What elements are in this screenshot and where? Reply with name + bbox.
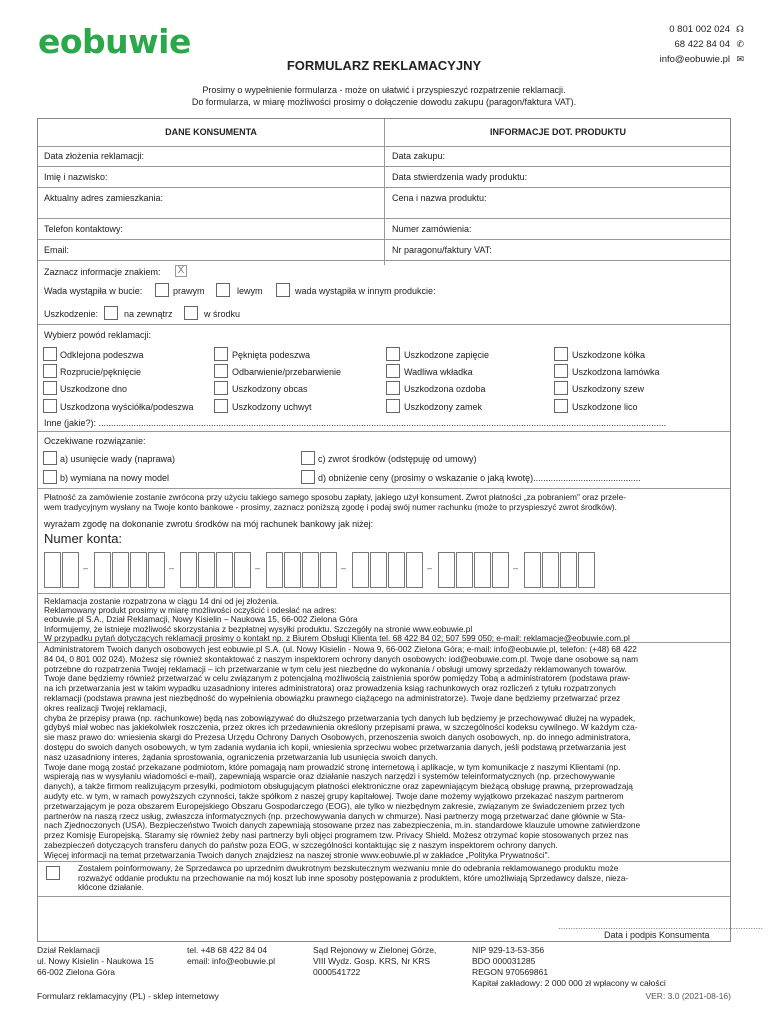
gdpr-notice: Administratorem Twoich danych osobowych jest eobuwie.pl S.A. (ul. Nowy Kisielin - Nowa 9, 66-002 Zielona Góra; e-mail: info@eobuwie.pl, telefon: (+48) 68 422 84 04, 0 801 002 024). Możesz się również skontaktować z naszym inspektorem ochrony danych osobowych: iod@eobuwie.com.pl. Twoje dane osobowe są nam potrzebne do rozpatrzenia Twojej reklamacji – ich przetwarzanie w tym celu jest niezbędne do wykonania / obsługi umowy sprzedaży reklamowanych towarów. Twoje dane będziemy również przetwarzać w celu związanym z potencjalną możliwością zaistnienia sporów pomiędzy Tobą a administratorem (podstawa praw- na ich przetwarzania jest w takim wypadku uzasadniony interes administratora) oraz prowadzenia ksiąg rachunkowych oraz rozliczeń z tytułu rozpatrzonych reklamacji (podstawa prawna jest niezbędność do wypełnienia obowiązku prawnego ciążącego na administratorze). Twoje dane będziemy przetwarzać przez okres realizacji Twojej reklamacji, chyba że przepisy prawa (np. rachunkowe) będą nas zobowiązywać do dłuższego przetwarzania tych danych lub będziemy je przechowywać dłużej na wypadek, gdybyś miał wobec nas jakiekolwiek roszczenia, przez okres ich przedawnienia określony przepisami prawa, w szczególności kodeksu cywilnego. W każdym cza- sie masz prawo do: wniesienia skargi do Prezesa Urzędu Ochrony Danych Osobowych, przenoszenia swoich danych osobowych, np. do innego administratora, dostępu do swoich danych osobowych, w tym zadania wydania ich kopii, wniesienia sprzeciwu wobec przetwarzania danych, jeśli podstawą przetwarzania jest nasz uzasadniony interes, żądania sprostowania, ograniczenia przetwarzania lub usunięcia swoich danych. Twoje dane mogą zostać przekazane podmiotom, które pomagają nam prowadzić stronę internetową i aplikacje, w tym komunikacje z naszymi Klientami (np. wspierają nas w wysyłaniu wiadomości e-mail), zapewniają wsparcie oraz działanie naszych narzędzi i systemów teleinformatycznych (np. przechowywanie danych), a także firmom realizującym przesyłki, podmiotom obsługującym płatności elektroniczne oraz zapewniającym bieżącą obsługę prawną, przeprowadzają audyty etc. w tym, w ramach powyższych czynności, także spółkom z naszej grupy kapitałowej. Twoje dane możemy wyjątkowo przekazać naszym partnerom przetwarzającym je poza obszarem Europejskiego Obszaru Gospodarczego (EOG), ale tylko w niezbędnym zakresie, związanym ze świadczeniem przez tych partnerów na naszą rzecz usług, zwłaszcza informatycznych (np. przechowywania danych w chmurze). Nasi partnerzy mogą przetwarzać dane głównie w Sta- nach Zjednoczonych (USA). Bezpieczeństwo Twoich danych zapewniają stosowane przez nas zabezpieczenia, m.in. standardowe klauzule umowne zatwierdzone przez Komisję Europejską. Staramy się również żeby nasi partnerzy byli objęci programem tzw. Privacy Shield. Możesz otrzymać kopie stosowanych przez nas zabezpieczeń dotyczących transferu danych do państw poza EOG, w szczególności kontaktując się z naszym inspektorem ochrony danych. Więcej informacji na temat przetwarzania Twoich danych znajdziesz na naszej stronie www.eobuwie.pl w zakładce „Polityka Prywatności". [44,644,641,860]
eobuwie-logo: eobuwie [38,22,191,61]
account-separator: – [341,563,347,573]
consumer-heading: DANE KONSUMENTA [165,127,257,137]
phone-2: 68 422 84 04 [674,39,730,50]
headset-icon: ☊ [736,24,744,34]
checkbox-reason-10[interactable] [386,364,400,378]
footer-court: Sąd Rejonowy w Zielonej Górze, VIII Wydz. Gosp. KRS, Nr KRS 0000541722 [313,945,437,977]
account-separator: – [255,563,261,573]
checkbox-reason-1[interactable] [43,347,57,361]
checkbox-inside[interactable] [184,306,198,320]
account-digit-box[interactable] [456,552,473,588]
footer-company: NIP 929-13-53-356 BDO 000031285 REGON 970569861 Kapitał zakładowy: 2 000 000 zł wpłacony w całości [472,945,666,988]
footer-contact: tel. +48 68 422 84 04 email: info@eobuwie.pl [187,945,276,966]
account-digit-box[interactable] [320,552,337,588]
footer-dept: Dział Reklamacji ul. Nowy Kisielin - Naukowa 15 66-002 Zielona Góra [37,945,154,977]
checkbox-other-product[interactable] [276,283,290,297]
account-digit-box[interactable] [302,552,319,588]
complaint-info: Reklamacja zostanie rozpatrzona w ciągu 14 dni od jej złożenia. Reklamowany produkt prosimy w miarę możliwości oczyścić i odesłać na adres: eobuwie.pl S.A., Dział Reklamacji, Nowy Kisielin – Naukowa 15, 66-002 Zielona Góra Informujemy, że istnieje możliwość skorzystania z bezpłatnej wysyłki produktu. Szczegóły na stronie www.eobuwie.pl W przypadku pytań dotyczących reklamacji prosimy o kontakt np. z Biurem Obsługi Klienta tel. 68 422 84 02; 507 599 050; e-mail: reklamacje@eobuwie.com.pl [44,596,630,643]
checkbox-left-shoe[interactable] [216,283,230,297]
account-separator: – [513,563,519,573]
checkbox-statement[interactable] [46,866,60,880]
footer-doc-name: Formularz reklamacyjny (PL) - sklep internetowy [37,991,219,1001]
field-address[interactable]: Aktualny adres zamieszkania: [44,193,164,203]
footer-version: VER: 3.0 (2021-08-16) [645,991,731,1001]
checkbox-reason-3[interactable] [43,381,57,395]
field-email[interactable]: Email: [44,245,70,255]
account-digit-box[interactable] [438,552,455,588]
intro-text: Prosimy o wypełnienie formularza - może on ułatwić i przyspieszyć rozpatrzenie reklamacji. Do formularza, w miarę możliwości prosimy o dołączenie dowodu zakupu (paragon/faktura VAT). [191,85,577,107]
field-complaint-date[interactable]: Data złożenia reklamacji: [44,151,145,161]
refund-text: Płatność za zamówienie zostanie zwrócona przy użyciu takiego samego sposobu zapłaty, jakiego użył konsument. Zwrot płatności „za pobraniem" oraz przele- wem tradycyjnym wysłany na Twoje konto bankowe - prosimy, zaznacz poniższą zgodę i podaj swój numer rachunku (może to przyspieszyć zwrot środków). [44,492,627,513]
account-digit-box[interactable] [524,552,541,588]
account-digit-box[interactable] [474,552,491,588]
field-full-name[interactable]: Imię i nazwisko: [44,172,108,182]
example-x-box: X [175,265,187,277]
account-separator: – [169,563,175,573]
account-digit-box[interactable] [492,552,509,588]
phone-icon: ✆ [736,39,744,49]
column-divider [384,119,385,265]
product-heading: INFORMACJE DOT. PRODUKTU [489,127,626,137]
account-digit-box[interactable] [180,552,197,588]
checkbox-reason-14[interactable] [554,364,568,378]
account-digit-box[interactable] [234,552,251,588]
checkbox-reason-15[interactable] [554,381,568,395]
form-frame: DANE KONSUMENTA INFORMACJE DOT. PRODUKTU Data złożenia reklamacji: Imię i nazwisko: Aktualny adres zamieszkania: Telefon kontaktowy: Email: Data zakupu: Data stwierdzenia wady produktu: Cena i nazwa produktu: Numer zamówienia: Nr paragonu/faktury VAT: Zaznacz informacje znakiem: X Wada wystąpiła w bucie: prawym lewym wada wystąpiła w innym produkcie: Uszkodzenie: na zewnątrz w środku Wybierz powód reklamacji: Odklejona podeszwa Rozprucie/pęknięcie Uszkodzone dno Uszkodzona wyściółka/podeszwa Pęknięta podeszwa Odbarwienie/przebarwienie Uszkodzony obcas Uszkodzony uchwyt Uszkodzone zapięcie Wadliwa wkładka Uszkodzona ozdoba Uszkodzony zamek Uszkodzone kółka Uszkodzona lamówka Uszkodzony szew Uszkodzone lico Inne (jakie?): ................................................................................................................................................................................................................................... Oczekiwane rozwiązanie: a) usunięcie wady (naprawa) b) wymiana na nowy model c) zwrot środków (odstępuję od umowy) d) obniżenie ceny (prosimy o wskazanie o jaką kwotę)........................................... Płatność za zamówienie zostanie zwrócona przy użyciu takiego samego sposobu zapłaty, jakiego użył konsument. Zwrot płatności „za pobraniem" oraz przele- wem tradycyjnym wysłany na Twoje konto bankowe - prosimy, zaznacz poniższą zgodę i podaj swój numer rachunku (może to przyspieszyć zwrot środków). wyrażam zgodę na dokonanie zwrotu środków na mój rachunek bankowy jak niżej: Numer konta: – – – – – – Reklamacja zostanie rozpatrzona w ciągu 14 dni od jej złożenia. Reklamowany produkt prosimy w miarę możliwości oczyścić i odesłać na adres: eobuwie.pl S.A., Dział Reklamacji, Nowy Kisielin – Naukowa 15, 66-002 Zielona Góra Informujemy, że istnieje możliwość skorzystania z bezpłatnej wysyłki produktu. Szczegóły na stronie www.eobuwie.pl W przypadku pytań dotyczących reklamacji prosimy o kontakt np. z Biurem Obsługi Klienta tel. 68 422 84 02; 507 599 050; e-mail: reklamacje@eobuwie.com.pl Administratorem Twoich danych osobowych jest eobuwie.pl S.A. (ul. Nowy Kisielin - Nowa 9, 66-002 Zielona Góra; e-mail: info@eobuwie.pl, telefon: (+48) 68 422 84 04, 0 801 002 024). Możesz się również skontaktować z naszym inspektorem ochrony danych osobowych: iod@eobuwie.com.pl. Twoje dane osobowe są nam potrzebne do rozpatrzenia Twojej reklamacji – ich przetwarzanie w tym celu jest niezbędne do wykonania / obsługi umowy sprzedaży reklamowanych towarów. Twoje dane będziemy również przetwarzać w celu związanym z potencjalną możliwością zaistnienia sporów pomiędzy Tobą a administratorem (podstawa praw- na ich przetwarzania jest w takim wypadku uzasadniony interes administratora) oraz prowadzenia ksiąg rachunkowych oraz rozliczeń z tytułu rozpatrzonych reklamacji (podstawa prawna jest niezbędność do wypełnienia obowiązku prawnego ciążącego na administratorze). Twoje dane będziemy przetwarzać przez okres realizacji Twojej reklamacji, chyba że przepisy prawa (np. rachunkowe) będą nas zobowiązywać do dłuższego przetwarzania tych danych lub będziemy je przechowywać dłużej na wypadek, gdybyś miał wobec nas jakiekolwiek roszczenia, przez okres ich przedawnienia określony przepisami prawa, w szczególności kodeksu cywilnego. W każdym cza- sie masz prawo do: wniesienia skargi do Prezesa Urzędu Ochrony Danych Osobowych, przenoszenia swoich danych osobowych, np. do innego administratora, dostępu do swoich danych osobowych, w tym zadania wydania ich kopii, wniesienia sprzeciwu wobec przetwarzania danych, jeśli podstawą przetwarzania jest nasz uzasadniony interes, żądania sprostowania, ograniczenia przetwarzania lub usunięcia swoich danych. Twoje dane mogą zostać przekazane podmiotom, które pomagają nam prowadzić stronę internetową i aplikacje, w tym komunikacje z naszymi Klientami (np. wspierają nas w wysyłaniu wiadomości e-mail), zapewniają wsparcie oraz działanie naszych narzędzi i systemów teleinformatycznych (np. przechowywanie danych), a także firmom realizującym przesyłki, podmiotom obsługującym płatności elektroniczne oraz zapewniającym bieżącą obsługę prawną, przeprowadzają audyty etc. w tym, w ramach powyższych czynności, także spółkom z naszej grupy kapitałowej. Twoje dane możemy wyjątkowo przekazać naszym partnerom przetwarzającym je poza obszarem Europejskiego Obszaru Gospodarczego (EOG), ale tylko w niezbędnym zakresie, związanym ze świadczeniem przez tych partnerów na naszą rzecz usług, zwłaszcza informatycznych (np. przechowywania danych w chmurze). Nasi partnerzy mogą przetwarzać dane głównie w Sta- nach Zjednoczonych (USA). Bezpieczeństwo Twoich danych zapewniają stosowane przez nas zabezpieczenia, m.in. standardowe klauzule umowne zatwierdzone przez Komisję Europejską. Staramy się również żeby nasi partnerzy byli objęci programem tzw. Privacy Shield. Możesz otrzymać kopie stosowanych przez nas zabezpieczeń dotyczących transferu danych do państw poza EOG, w szczególności kontaktując się z naszym inspektorem ochrony danych. Więcej informacji na temat przetwarzania Twoich danych znajdziesz na naszej stronie www.eobuwie.pl w zakładce „Polityka Prywatności". Zostałem poinformowany, że Sprzedawca po uprzednim dwukrotnym bezskutecznym wezwaniu mnie do odebrania reklamowanego produktu może rozważyć oddanie produktu na przechowanie na mój koszt lub inne sposoby postępowania z produktem, które umożliwiają Sprzedawcy dalsze, nieza- kłócone działanie. .................................................................................. Data i podpis Konsumenta [37,118,731,942]
field-purchase-date[interactable]: Data zakupu: [392,151,446,161]
contact-email: info@eobuwie.pl [659,54,730,65]
field-phone[interactable]: Telefon kontaktowy: [44,224,124,234]
account-digit-box[interactable] [578,552,595,588]
account-digit-box[interactable] [94,552,111,588]
checkbox-reason-7[interactable] [214,381,228,395]
account-digit-box[interactable] [198,552,215,588]
checkbox-reason-16[interactable] [554,399,568,413]
damage-label: Uszkodzenie: [44,309,99,319]
checkbox-reason-8[interactable] [214,399,228,413]
reasons-label: Wybierz powód reklamacji: [44,330,151,340]
account-digit-box[interactable] [352,552,369,588]
checkbox-reason-12[interactable] [386,399,400,413]
solution-label: Oczekiwane rozwiązanie: [44,436,146,446]
account-digit-box[interactable] [130,552,147,588]
account-digit-box[interactable] [148,552,165,588]
account-digit-box[interactable] [62,552,79,588]
account-digit-box[interactable] [388,552,405,588]
account-digit-box[interactable] [560,552,577,588]
account-number-label: Numer konta: [44,531,123,546]
account-digit-box[interactable] [44,552,61,588]
checkbox-reason-13[interactable] [554,347,568,361]
account-separator: – [427,563,433,573]
field-price-name[interactable]: Cena i nazwa produktu: [392,193,487,203]
account-digit-box[interactable] [370,552,387,588]
account-digit-box[interactable] [406,552,423,588]
account-digit-box[interactable] [112,552,129,588]
checkbox-right-shoe[interactable] [155,283,169,297]
checkbox-reason-9[interactable] [386,347,400,361]
checkbox-outside[interactable] [104,306,118,320]
account-digit-box[interactable] [216,552,233,588]
phone-1: 0 801 002 024 [669,24,730,35]
checkbox-solution-c[interactable] [301,451,315,465]
statement-text: Zostałem poinformowany, że Sprzedawca po uprzednim dwukrotnym bezskutecznym wezwaniu mnie do odebrania reklamowanego produktu może rozważyć oddanie produktu na przechowanie na mój koszt lub inne sposoby postępowania z produktem, które umożliwiają Sprzedawcy dalsze, nieza- kłócone działanie. [78,863,629,893]
checkbox-reason-2[interactable] [43,364,57,378]
account-separator: – [83,563,89,573]
field-order-number[interactable]: Numer zamówienia: [392,224,472,234]
field-defect-date[interactable]: Data stwierdzenia wady produktu: [392,172,528,182]
mark-label: Zaznacz informacje znakiem: [44,267,161,277]
checkbox-solution-a[interactable] [43,451,57,465]
refund-consent: wyrażam zgodę na dokonanie zwrotu środków na mój rachunek bankowy jak niżej: [44,519,374,529]
signature-line[interactable]: .................................................................................. [558,921,764,931]
signature-label: Data i podpis Konsumenta [604,930,710,940]
checkbox-reason-5[interactable] [214,347,228,361]
checkbox-reason-4[interactable] [43,399,57,413]
envelope-icon: ✉ [736,54,744,64]
account-digit-box[interactable] [542,552,559,588]
account-digit-box[interactable] [266,552,283,588]
checkbox-solution-b[interactable] [43,470,57,484]
checkbox-reason-11[interactable] [386,381,400,395]
checkbox-solution-d[interactable] [301,470,315,484]
shoe-defect-label: Wada wystąpiła w bucie: [44,286,143,296]
field-receipt-number[interactable]: Nr paragonu/faktury VAT: [392,245,492,255]
form-title: FORMULARZ REKLAMACYJNY [286,58,482,73]
other-reason-field[interactable]: Inne (jakie?): ................................................................................................................................................................................................................................... [44,418,667,428]
checkbox-reason-6[interactable] [214,364,228,378]
account-digit-box[interactable] [284,552,301,588]
